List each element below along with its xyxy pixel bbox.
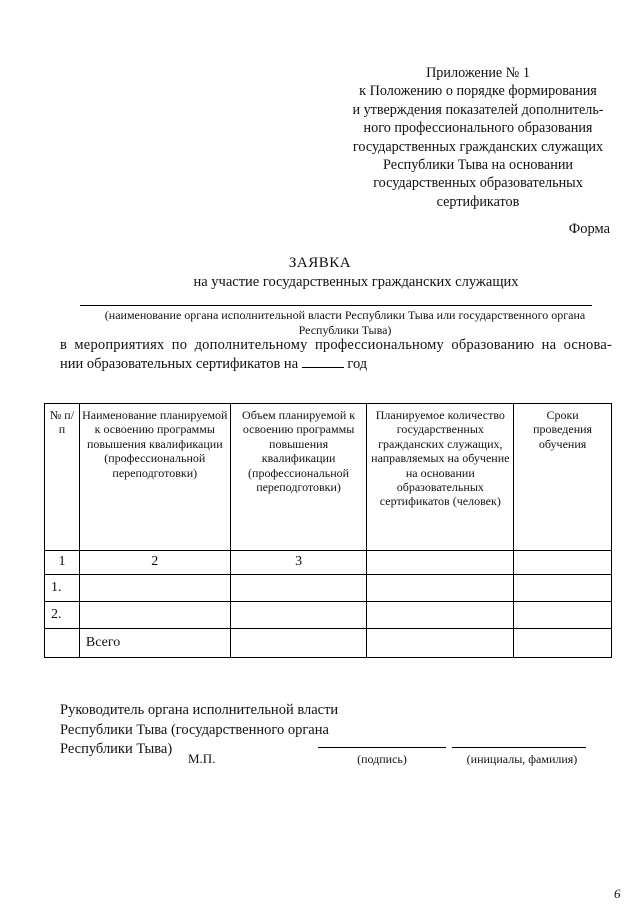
table-cell: 2 [79, 551, 230, 575]
table-cell: 1. [45, 575, 80, 602]
header-number: № п/п [45, 404, 80, 551]
table-cell[interactable] [230, 629, 367, 658]
table-cell[interactable] [367, 629, 514, 658]
table-cell[interactable] [514, 575, 612, 602]
table-cell[interactable] [230, 602, 367, 629]
appendix-line: и утверждения показателей дополнитель- [352, 101, 604, 118]
table-cell: 2. [45, 602, 80, 629]
table-cell [367, 551, 514, 575]
header-training-period: Сроки проведения обучения [514, 404, 612, 551]
table-cell[interactable] [514, 629, 612, 658]
signatory-line: Республики Тыва) [60, 741, 173, 757]
paragraph-year-word: год [347, 356, 368, 372]
table-total-row [45, 629, 612, 658]
appendix-line: ного профессионального образования [363, 120, 593, 137]
table-numbering-row [45, 551, 612, 575]
table-header-row [45, 404, 612, 551]
paragraph-line: в мероприятиях по дополнительному профессиональному образованию на основа- [60, 337, 612, 353]
appendix-line: государственных образовательных [373, 175, 583, 192]
organization-caption-line: (наименование органа исполнительной власти Республики Тыва или государственного органа [104, 308, 586, 322]
organization-caption [60, 308, 630, 338]
header-program-volume: Объем планируемой к освоению программы повышения квалификации (профессиональной переподготовки) [230, 404, 367, 551]
total-label: Всего [79, 629, 230, 658]
table-cell: 1 [45, 551, 80, 575]
table-cell[interactable] [514, 602, 612, 629]
organization-fill-line[interactable] [80, 305, 592, 306]
appendix-line: Республики Тыва на основании [382, 157, 574, 174]
organization-caption-line: Республики Тыва) [298, 323, 392, 337]
header-program-name: Наименование планируемой к освоению программы повышения квалификации (профессиональной переподготовки) [79, 404, 230, 551]
signature-caption: (подпись) [357, 752, 407, 766]
name-caption: (инициалы, фамилия) [466, 752, 578, 766]
document-title: ЗАЯВКА [288, 255, 352, 271]
table-row [45, 602, 612, 629]
paragraph-line: нии образовательных сертификатов на [60, 356, 299, 372]
table-cell [45, 629, 80, 658]
table-cell[interactable] [79, 575, 230, 602]
table-cell [514, 551, 612, 575]
request-table [44, 403, 612, 658]
table-cell[interactable] [367, 575, 514, 602]
table-cell[interactable] [79, 602, 230, 629]
year-fill-blank[interactable] [302, 354, 344, 368]
table-cell: 3 [230, 551, 367, 575]
header-planned-count: Планируемое количество государственных гражданских служащих, направляемых на обучение на основании образовательных сертификатов (человек) [367, 404, 514, 551]
document-subtitle: на участие государственных гражданских служащих [193, 274, 519, 290]
appendix-line: Приложение № 1 [426, 65, 530, 81]
signatory-line: Республики Тыва (государственного органа [60, 721, 329, 738]
signature-fill-line[interactable] [318, 747, 446, 748]
table-cell[interactable] [367, 602, 514, 629]
appendix-line: государственных гражданских служащих [352, 138, 604, 155]
appendix-line: сертификатов [436, 193, 520, 210]
page-number: 6 [614, 886, 621, 901]
stamp-place: М.П. [188, 751, 216, 766]
appendix-line: к Положению о порядке формирования [359, 83, 597, 100]
name-fill-line[interactable] [452, 747, 586, 748]
form-label: Форма [568, 221, 610, 237]
signatory-line: Руководитель органа исполнительной власти [60, 702, 339, 718]
table-row [45, 575, 612, 602]
request-paragraph [60, 336, 612, 373]
appendix-header [330, 64, 626, 211]
table-cell[interactable] [230, 575, 367, 602]
